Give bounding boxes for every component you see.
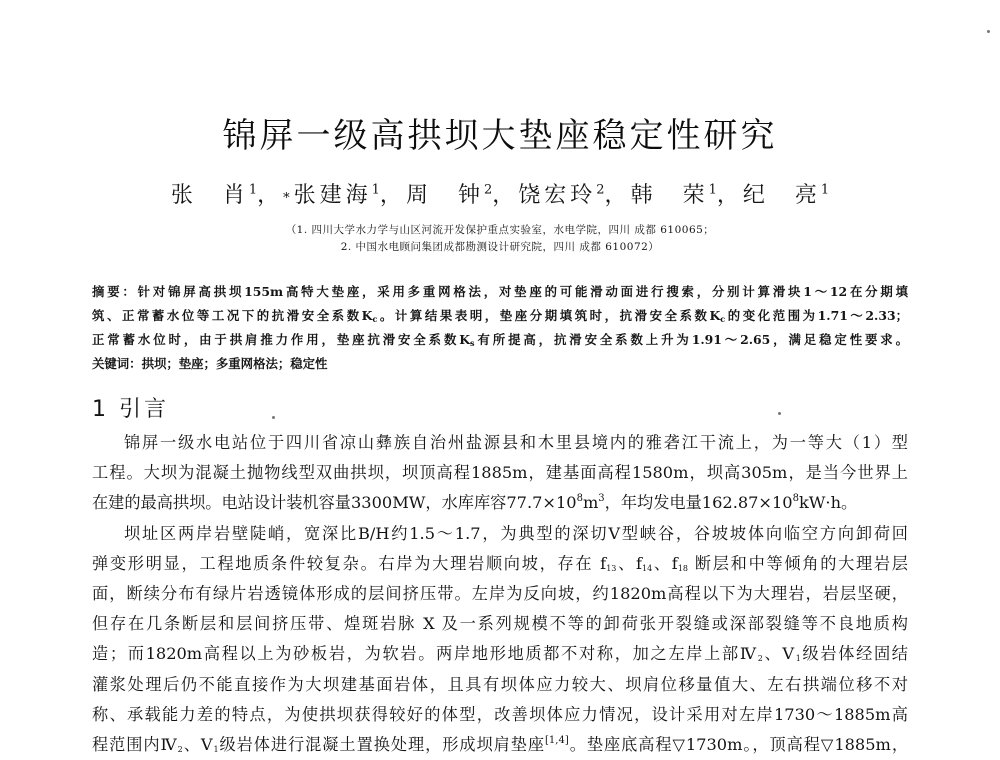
author-name: 张建海 — [293, 183, 372, 208]
body-text — [92, 428, 908, 760]
body-line: 锦屏一级水电站位于四川省凉山彝族自治州盐源县和木里县境内的雅砻江干流上，为一等大（1）型 — [124, 433, 908, 452]
author-name: 韩 荣 — [630, 183, 709, 208]
abstract-line — [92, 280, 908, 304]
body-line: 弹变形明显，工程地质条件较复杂。右岸为大理岩顺向坡，存在 $f_{13}$、$f_{14}$、$f_{18}$ 断层和中等倾角的大理岩层 — [92, 553, 908, 573]
author-affiliation-index: 2 — [596, 182, 605, 198]
author-separator: ， — [604, 183, 631, 208]
abstract-line: 筑、正常蓄水位等工况下的抗滑安全系数$K_c$。计算结果表明，垫座分期填筑时，抗滑安全系数$K_c$的变化范围为1.71～2.33； — [92, 308, 908, 324]
body-line: 面，断续分布有绿片岩透镜体形成的层间挤压带。左岸为反向坡，约1820m高程以下为大理岩，岩层坚硬， — [92, 584, 908, 604]
scan-speck — [987, 30, 990, 33]
author — [518, 183, 604, 208]
body-line: 坝址区两岸岩壁陡峭，宽深比B/H约1.5～1.7，为典型的深切V型峡谷，谷坡坡体向临空方向卸荷回 — [124, 523, 908, 543]
subscript: c — [720, 314, 726, 324]
scan-speck — [272, 416, 275, 419]
keywords-label: 关键词： — [92, 356, 142, 371]
abstract-block — [92, 280, 908, 376]
author-affiliation-index: 1 — [820, 182, 830, 198]
body-line: 在建的最高拱坝。电站设计装机容量3300MW，水库库容$77.7\times 10^8m^3$，年均发电量$162.87\times 10^8kW\cdot h$。 — [92, 493, 858, 513]
author — [171, 183, 257, 208]
author-affiliation-index: 2 — [483, 182, 493, 198]
section-number: 1 — [92, 397, 109, 422]
author-name: 纪 亮 — [742, 183, 821, 208]
author-affiliation-index: 1 — [248, 182, 258, 198]
author-separator: ， — [257, 183, 284, 208]
author — [743, 183, 829, 208]
author — [283, 183, 380, 208]
abstract-line: 正常蓄水位时，由于拱肩推力作用，垫座抗滑安全系数$K_s$有所提高，抗滑安全系数上升为1.91～2.65，满足稳定性要求。 — [92, 332, 908, 348]
author-name: 周 钟 — [405, 183, 484, 208]
abstract-label: 摘要： — [92, 284, 138, 299]
abstract-text: 针对锦屏高拱坝155m高特大垫座，采用多重网格法，对垫座的可能滑动面进行搜索，分别计算滑块1～12在分期填 — [137, 284, 909, 299]
section-heading — [92, 392, 169, 423]
subscript: 1 — [213, 745, 219, 755]
author — [631, 183, 717, 208]
subscript: 13 — [606, 563, 617, 573]
superscript: [1,4] — [545, 735, 569, 747]
body-line: 造；而1820m高程以上为砂板岩，为软岩。两岸地形地质都不对称，加之左岸上部$Ⅳ_2$、$Ⅴ_1$级岩体经固结 — [92, 644, 908, 664]
keywords-line — [92, 352, 908, 376]
affiliation-line: 2. 中国水电顾问集团成都勘测设计研究院，四川 成都 610072） — [340, 241, 660, 253]
subscript: s — [470, 338, 475, 348]
body-line: 灌浆处理后仍不能直接作为大坝建基面岩体，且具有坝体应力较大、坝肩位移量值大、左右拱端位移不对 — [92, 674, 908, 694]
superscript: 8 — [792, 493, 799, 505]
scan-speck — [778, 412, 781, 415]
body-line: 但存在几条断层和层间挤压带、煌斑岩脉 X 及一系列规模不等的卸荷张开裂缝或深部裂缝等不良地质构 — [92, 614, 908, 634]
author-separator: ， — [492, 183, 519, 208]
body-line: 工程。大坝为混凝土抛物线型双曲拱坝，坝顶高程1885m，建基面高程1580m，坝高305m，是当今世界上 — [92, 463, 908, 483]
corresponding-author-mark: * — [283, 191, 294, 206]
superscript: 3 — [598, 493, 605, 505]
subscript: 2 — [757, 654, 763, 664]
author — [406, 183, 492, 208]
superscript: 8 — [576, 493, 583, 505]
author-separator: ， — [716, 183, 743, 208]
author-name: 饶宏玲 — [518, 183, 597, 208]
author-affiliation-index: 1 — [371, 182, 380, 198]
section-title: 引言 — [119, 397, 170, 422]
body-line: 程范围内$Ⅳ_2$、$Ⅴ_1$级岩体进行混凝土置换处理，形成坝肩垫座[1,4]。垫座底高程▽1730m。，顶高程▽1885m， — [92, 735, 909, 755]
subscript: 2 — [177, 745, 183, 755]
subscript: c — [372, 314, 378, 324]
author-separator: ， — [379, 183, 406, 208]
subscript: 14 — [642, 563, 653, 573]
subscript: 1 — [795, 654, 801, 664]
keywords-text: 拱坝；垫座；多重网格法；稳定性 — [141, 356, 328, 371]
affiliation-line: （1. 四川大学水力学与山区河流开发保护重点实验室，水电学院，四川 成都 610065； — [285, 224, 715, 236]
body-line: 称、承载能力差的特点，为使拱坝获得较好的体型，改善坝体应力情况，设计采用对左岸1730～1885m高 — [92, 704, 908, 724]
author-list — [0, 178, 1000, 209]
affiliations — [0, 222, 1000, 256]
paper-title: 锦屏一级高拱坝大垫座稳定性研究 — [222, 116, 778, 156]
subscript: 18 — [677, 563, 688, 573]
author-name: 张 肖 — [170, 183, 249, 208]
author-affiliation-index: 1 — [708, 182, 717, 198]
